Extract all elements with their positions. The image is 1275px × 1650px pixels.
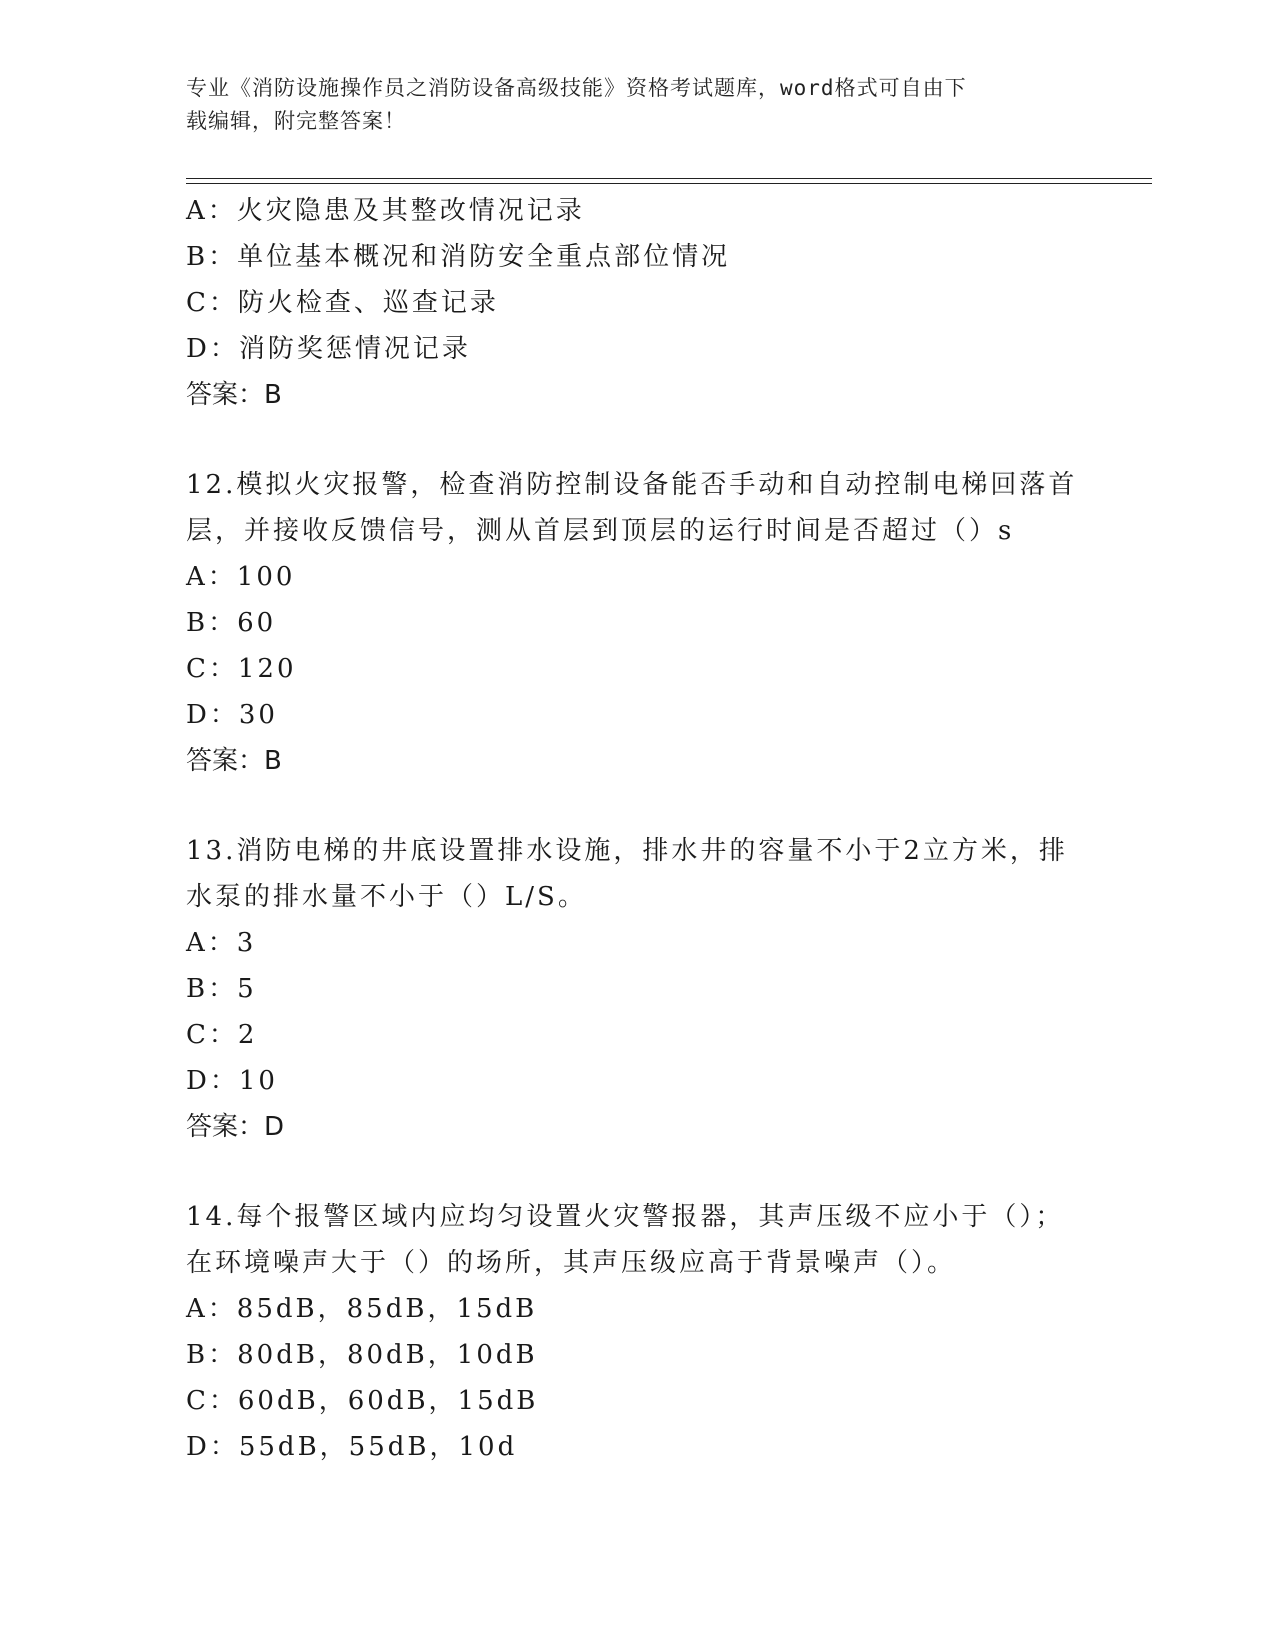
option-d: D：10 [186,1066,278,1096]
option-a: A：100 [186,562,296,592]
question-13 [186,828,1086,1150]
option-c: C：防火检查、巡查记录 [186,288,499,318]
document-header [186,72,1066,138]
option-a: A：3 [186,928,257,958]
question-stem-line-2: 水泵的排水量不小于（）L/S。 [186,882,587,912]
option-d: D：30 [186,700,278,730]
option-b: B：60 [186,608,277,638]
header-rule-bottom [186,183,1152,184]
question-list [186,188,1086,1470]
header-rule-top [186,178,1152,179]
option-b: B：单位基本概况和消防安全重点部位情况 [186,242,731,272]
option-b: B：80dB，80dB，10dB [186,1340,538,1370]
question-stem-line-1: 12.模拟火灾报警，检查消防控制设备能否手动和自动控制电梯回落首 [186,470,1078,500]
answer-label: 答案：D [186,1112,285,1142]
question-14 [186,1194,1086,1470]
question-12 [186,462,1086,784]
question-stem-line-2: 在环境噪声大于（）的场所，其声压级应高于背景噪声（）。 [186,1248,957,1278]
answer-label: 答案：B [186,746,282,776]
option-b: B：5 [186,974,257,1004]
answer-label: 答案：B [186,380,282,410]
question-stem-line-2: 层，并接收反馈信号，测从首层到顶层的运行时间是否超过（）s [186,516,1015,546]
question-stem-line-1: 13.消防电梯的井底设置排水设施，排水井的容量不小于2立方米，排 [186,836,1068,866]
option-d: D：55dB，55dB，10d [186,1432,518,1462]
header-line-1: 专业《消防设施操作员之消防设备高级技能》资格考试题库，word格式可自由下 [186,76,967,100]
option-a: A：火灾隐患及其整改情况记录 [186,196,585,226]
question-11 [186,188,1086,418]
option-d: D：消防奖惩情况记录 [186,334,471,364]
option-c: C：2 [186,1020,258,1050]
option-c: C：120 [186,654,297,684]
option-c: C：60dB，60dB，15dB [186,1386,539,1416]
header-line-2: 载编辑，附完整答案！ [186,109,406,133]
question-stem-line-1: 14.每个报警区域内应均匀设置火灾警报器，其声压级不应小于（）； [186,1202,1065,1232]
option-a: A：85dB，85dB，15dB [186,1294,538,1324]
